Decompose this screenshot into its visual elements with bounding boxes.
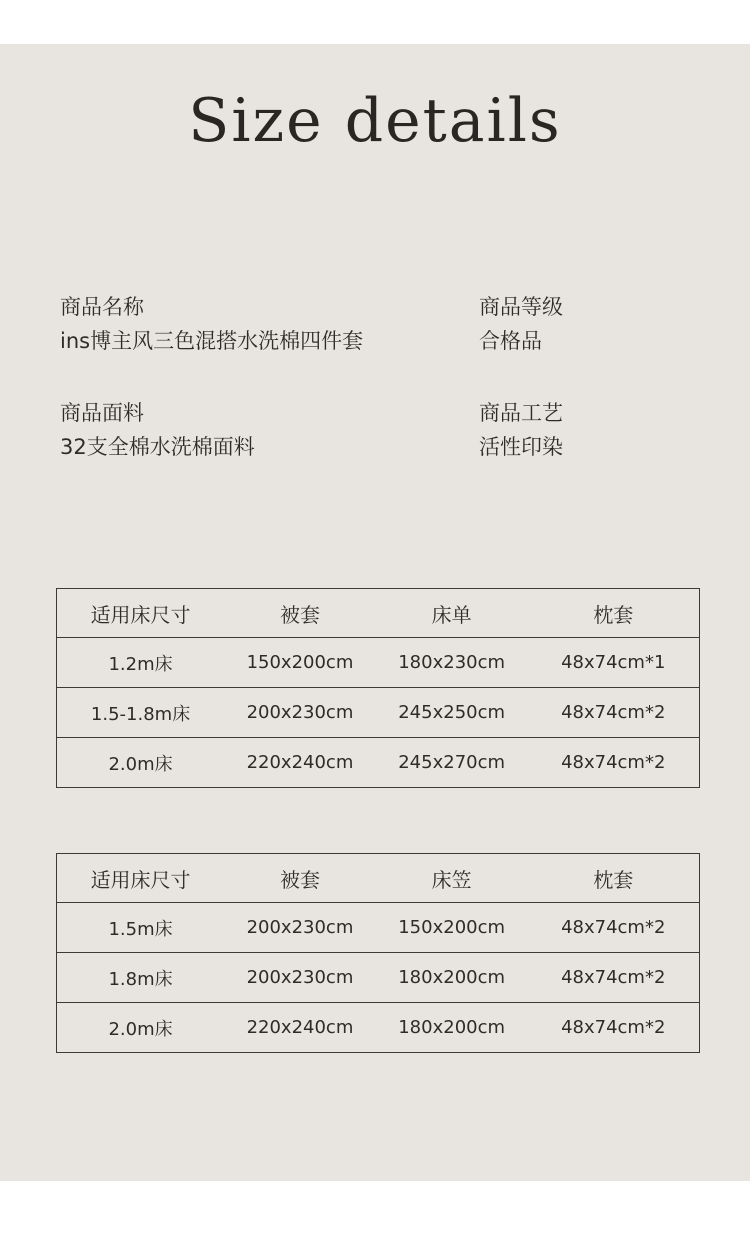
cell-duvet-cover: 200x230cm: [224, 688, 376, 738]
table-row: [57, 1003, 700, 1053]
size-table-flat-sheet: [56, 588, 700, 788]
product-craft-block: [479, 396, 563, 464]
header-duvet-cover: 被套: [224, 589, 376, 638]
cell-duvet-cover: 220x240cm: [246, 752, 354, 773]
product-fabric-block: [60, 396, 255, 464]
table-header-row: [57, 589, 700, 638]
product-grade-block: [479, 290, 563, 358]
cell-pillowcase: 48x74cm*1: [527, 638, 699, 688]
table-row: [57, 738, 700, 788]
product-craft-value: 活性印染: [479, 435, 563, 459]
cell-duvet-cover: 200x230cm: [224, 953, 376, 1003]
product-grade-label: 商品等级: [479, 295, 563, 319]
cell-pillowcase: 48x74cm*2: [527, 953, 699, 1003]
header-bed-size: 适用床尺寸: [57, 854, 225, 903]
product-fabric-label: 商品面料: [60, 401, 144, 425]
cell-duvet-cover: 150x200cm: [224, 638, 376, 688]
cell-fitted-sheet: 180x200cm: [376, 953, 528, 1003]
table-row: [57, 688, 700, 738]
cell-pillowcase: 48x74cm*2: [561, 1017, 666, 1038]
product-fabric-value: 32支全棉水洗棉面料: [60, 435, 255, 459]
header-duvet-cover: 被套: [224, 854, 376, 903]
cell-flat-sheet: 245x270cm: [398, 752, 506, 773]
product-grade-value: 合格品: [479, 329, 542, 353]
page-title: Size details: [188, 86, 562, 156]
cell-pillowcase: 48x74cm*2: [527, 903, 699, 953]
header-fitted-sheet: 床笠: [376, 854, 528, 903]
cell-bed-size: 2.0m床: [108, 1018, 173, 1040]
cell-duvet-cover: 200x230cm: [224, 903, 376, 953]
product-name-value: ins博主风三色混搭水洗棉四件套: [60, 329, 364, 353]
header-flat-sheet: 床单: [376, 589, 528, 638]
product-name-label: 商品名称: [60, 295, 144, 319]
product-craft-label: 商品工艺: [479, 401, 563, 425]
cell-bed-size: 1.2m床: [57, 638, 225, 688]
product-name-block: [60, 290, 363, 358]
cell-fitted-sheet: 150x200cm: [376, 903, 528, 953]
table-row: [57, 638, 700, 688]
cell-bed-size: 1.8m床: [57, 953, 225, 1003]
cell-flat-sheet: 245x250cm: [376, 688, 528, 738]
table-header-row: [57, 854, 700, 903]
header-pillowcase: 枕套: [527, 589, 699, 638]
cell-duvet-cover: 220x240cm: [246, 1017, 354, 1038]
cell-pillowcase: 48x74cm*2: [561, 752, 666, 773]
cell-flat-sheet: 180x230cm: [376, 638, 528, 688]
cell-pillowcase: 48x74cm*2: [527, 688, 699, 738]
cell-bed-size: 2.0m床: [108, 753, 173, 775]
cell-fitted-sheet: 180x200cm: [398, 1017, 506, 1038]
cell-bed-size: 1.5-1.8m床: [57, 688, 225, 738]
table-row: [57, 953, 700, 1003]
table-row: [57, 903, 700, 953]
size-table-fitted-sheet: [56, 853, 700, 1053]
cell-bed-size: 1.5m床: [57, 903, 225, 953]
header-bed-size: 适用床尺寸: [57, 589, 225, 638]
header-pillowcase: 枕套: [527, 854, 699, 903]
